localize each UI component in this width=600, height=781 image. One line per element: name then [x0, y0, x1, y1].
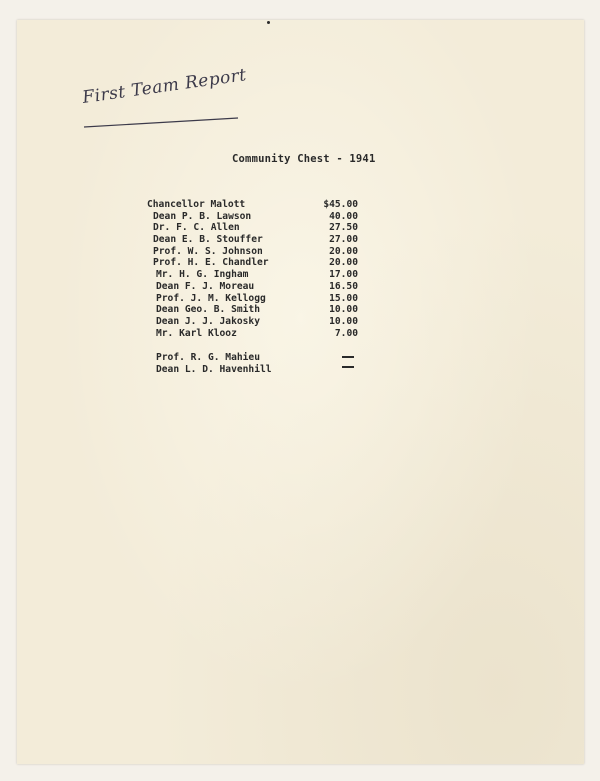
- no-amount-dash: [342, 356, 354, 358]
- list-item: [147, 269, 362, 281]
- donor-name: Dean Geo. B. Smith: [156, 304, 260, 316]
- list-item: [147, 293, 362, 305]
- donation-amount: 27.00: [329, 234, 358, 246]
- donation-amount: 10.00: [329, 315, 358, 327]
- list-item: [147, 211, 362, 223]
- donation-amount: 7.00: [334, 327, 358, 339]
- list-item: [147, 281, 362, 293]
- donation-amount: 20.00: [329, 245, 358, 257]
- donor-name: Dean J. J. Jakosky: [156, 315, 260, 327]
- handwritten-note: First Team Report: [81, 65, 248, 108]
- donation-amount: 40.00: [329, 210, 358, 222]
- donor-name: Prof. R. G. Mahieu: [156, 352, 260, 364]
- donation-amount: 17.00: [329, 269, 358, 281]
- list-item: [147, 364, 362, 376]
- list-item: [147, 234, 362, 246]
- donation-amount: 27.50: [329, 222, 358, 234]
- donor-name: Dean E. B. Stouffer: [153, 234, 263, 246]
- list-item: [147, 199, 362, 211]
- list-item: [147, 328, 362, 340]
- donation-amount: 20.00: [329, 257, 358, 269]
- handwritten-underline: [82, 116, 240, 130]
- list-item: [147, 316, 362, 328]
- donor-name: Chancellor Malott: [147, 199, 246, 210]
- donor-name: Mr. H. G. Ingham: [156, 269, 249, 281]
- donation-amount: 15.00: [329, 292, 358, 304]
- list-gap: [147, 339, 362, 352]
- donor-name: Dean F. J. Moreau: [156, 280, 255, 292]
- donation-amount: 16.50: [329, 280, 358, 292]
- donor-name: Dean L. D. Havenhill: [156, 363, 272, 375]
- list-item: [147, 222, 362, 234]
- donor-name: Prof. W. S. Johnson: [153, 245, 263, 257]
- donor-name: Prof. J. M. Kellogg: [156, 292, 266, 304]
- donor-name: Dean P. B. Lawson: [153, 210, 252, 222]
- donor-name: Dr. F. C. Allen: [153, 222, 240, 234]
- donor-name: Mr. Karl Klooz: [156, 327, 237, 339]
- donor-name: Prof. H. E. Chandler: [153, 257, 269, 269]
- list-item: [147, 257, 362, 269]
- document-page: [17, 20, 584, 764]
- page-title: Community Chest - 1941: [232, 153, 376, 165]
- donation-amount: $45.00: [323, 199, 358, 210]
- donation-amount: 10.00: [329, 304, 358, 316]
- list-item: [147, 304, 362, 316]
- punch-hole-mark: [267, 21, 270, 24]
- donor-list: [147, 199, 362, 376]
- no-amount-dash: [342, 366, 354, 368]
- list-item: [147, 246, 362, 258]
- list-item: [147, 352, 362, 364]
